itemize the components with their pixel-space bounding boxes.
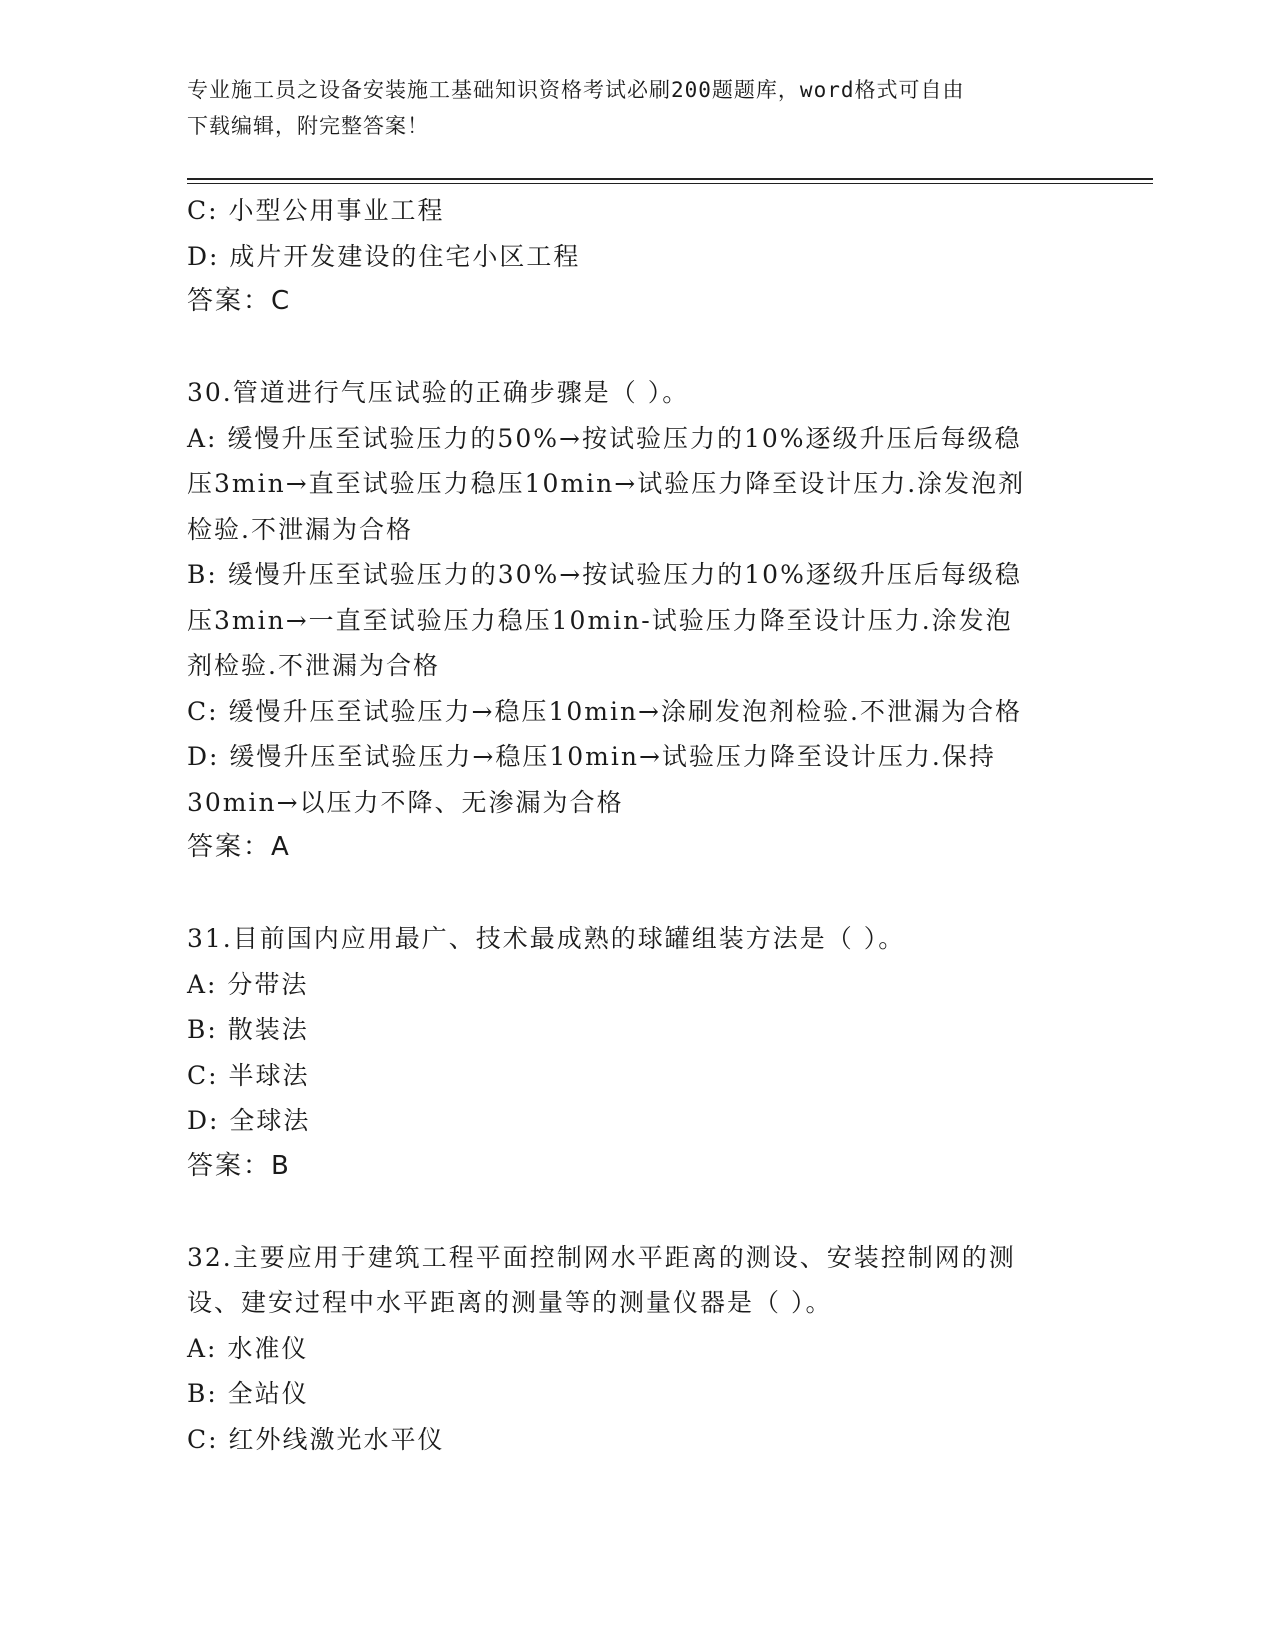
answer: 答案：A bbox=[187, 832, 291, 862]
option-c: C: 缓慢升压至试验压力→稳压10min→涂刷发泡剂检验.不泄漏为合格 bbox=[187, 696, 1022, 726]
option-a: A: 水准仪 bbox=[187, 1333, 309, 1363]
question-29-continued bbox=[187, 188, 1087, 325]
option-b: B: 缓慢升压至试验压力的30%→按试验压力的10%逐级升压后每级稳 bbox=[187, 560, 1022, 589]
document-header bbox=[187, 72, 1067, 144]
spacer bbox=[187, 325, 1087, 371]
question-stem: 30.管道进行气压试验的正确步骤是（ ）。 bbox=[187, 378, 690, 407]
header-divider bbox=[187, 178, 1153, 184]
question-32 bbox=[187, 1235, 1087, 1463]
option-b: 压3min→一直至试验压力稳压10min-试验压力降至设计压力.涂发泡 bbox=[187, 605, 1013, 635]
question-stem: 32.主要应用于建筑工程平面控制网水平距离的测设、安装控制网的测 bbox=[187, 1242, 1016, 1272]
spacer bbox=[187, 871, 1087, 917]
option-d: 30min→以压力不降、无渗漏为合格 bbox=[187, 787, 624, 817]
question-30 bbox=[187, 370, 1087, 871]
option-b: 剂检验.不泄漏为合格 bbox=[187, 651, 440, 680]
header-line: 下载编辑，附完整答案！ bbox=[187, 114, 429, 138]
option-d: D: 缓慢升压至试验压力→稳压10min→试验压力降至设计压力.保持 bbox=[187, 742, 996, 771]
header-line: 专业施工员之设备安装施工基础知识资格考试必刷200题题库，word格式可自由 bbox=[187, 78, 965, 102]
option-a: 压3min→直至试验压力稳压10min→试验压力降至设计压力.涂发泡剂 bbox=[187, 469, 1026, 498]
option-b: B: 散装法 bbox=[187, 1015, 309, 1044]
option-d: D: 成片开发建设的住宅小区工程 bbox=[187, 241, 581, 271]
question-content bbox=[187, 188, 1087, 1462]
answer: 答案：C bbox=[187, 286, 292, 316]
option-b: B: 全站仪 bbox=[187, 1379, 309, 1408]
option-d: D: 全球法 bbox=[187, 1106, 311, 1135]
option-c: C: 红外线激光水平仪 bbox=[187, 1424, 445, 1454]
option-a: A: 分带法 bbox=[187, 969, 309, 999]
option-a: 检验.不泄漏为合格 bbox=[187, 514, 413, 544]
question-31 bbox=[187, 916, 1087, 1189]
question-stem: 31.目前国内应用最广、技术最成熟的球罐组装方法是（ ）。 bbox=[187, 924, 906, 953]
answer: 答案：B bbox=[187, 1150, 291, 1181]
question-stem: 设、建安过程中水平距离的测量等的测量仪器是（ ）。 bbox=[187, 1288, 833, 1317]
option-c: C: 小型公用事业工程 bbox=[187, 196, 445, 225]
option-a: A: 缓慢升压至试验压力的50%→按试验压力的10%逐级升压后每级稳 bbox=[187, 423, 1022, 453]
spacer bbox=[187, 1189, 1087, 1235]
option-c: C: 半球法 bbox=[187, 1060, 310, 1090]
